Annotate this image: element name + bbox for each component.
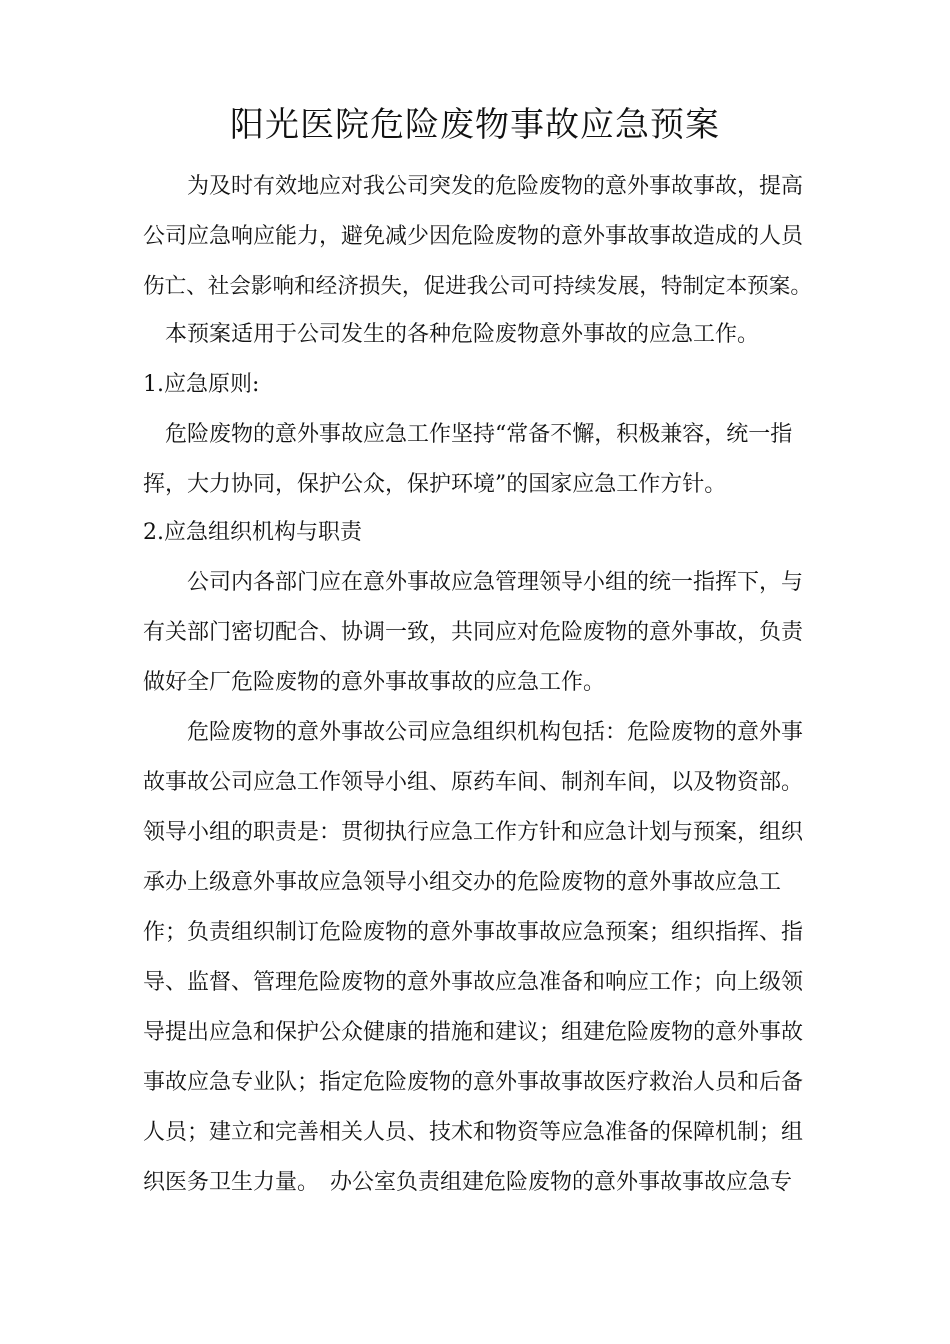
paragraph-line: 导提出应急和保护公众健康的措施和建议；组建危险废物的意外事故 xyxy=(143,1020,804,1045)
paragraph-line: 作；负责组织制订危险废物的意外事故事故应急预案；组织指挥、指 xyxy=(143,920,804,945)
paragraph-line: 为及时有效地应对我公司突发的危险废物的意外事故事故，提高 xyxy=(187,174,804,199)
paragraph-line: 有关部门密切配合、协调一致，共同应对危险废物的意外事故，负责 xyxy=(143,620,804,645)
paragraph-line: 承办上级意外事故应急领导小组交办的危险废物的意外事故应急工 xyxy=(143,870,782,895)
paragraph-line: 事故应急专业队；指定危险废物的意外事故事故医疗救治人员和后备 xyxy=(143,1070,804,1095)
paragraph-line: 做好全厂危险废物的意外事故事故的应急工作。 xyxy=(143,670,606,695)
paragraph-line: 公司内各部门应在意外事故应急管理领导小组的统一指挥下，与 xyxy=(187,570,804,595)
paragraph-line: 公司应急响应能力，避免减少因危险废物的意外事故事故造成的人员 xyxy=(143,224,804,249)
paragraph-line: 挥，大力协同，保护公众，保护环境”的国家应急工作方针。 xyxy=(143,472,727,497)
section-heading: 1.应急原则: xyxy=(143,372,260,397)
paragraph-line: 伤亡、社会影响和经济损失，促进我公司可持续发展，特制定本预案。 xyxy=(143,274,812,299)
paragraph-line: 本预案适用于公司发生的各种危险废物意外事故的应急工作。 xyxy=(165,322,760,347)
paragraph-line: 危险废物的意外事故公司应急组织机构包括：危险废物的意外事 xyxy=(187,720,804,745)
paragraph-line: 故事故公司应急工作领导小组、原药车间、制剂车间，以及物资部。 xyxy=(143,770,804,795)
section-heading: 2.应急组织机构与职责 xyxy=(143,520,362,545)
document-title: 阳光医院危险废物事故应急预案 xyxy=(230,105,720,145)
paragraph-line: 织医务卫生力量。 办公室负责组建危险废物的意外事故事故应急专 xyxy=(143,1170,793,1195)
paragraph-line: 导、监督、管理危险废物的意外事故应急准备和响应工作；向上级领 xyxy=(143,970,804,995)
paragraph-line: 人员；建立和完善相关人员、技术和物资等应急准备的保障机制；组 xyxy=(143,1120,804,1145)
paragraph-line: 领导小组的职责是：贯彻执行应急工作方针和应急计划与预案，组织 xyxy=(143,820,804,845)
paragraph-line: 危险废物的意外事故应急工作坚持“常备不懈，积极兼容，统一指 xyxy=(165,422,793,447)
